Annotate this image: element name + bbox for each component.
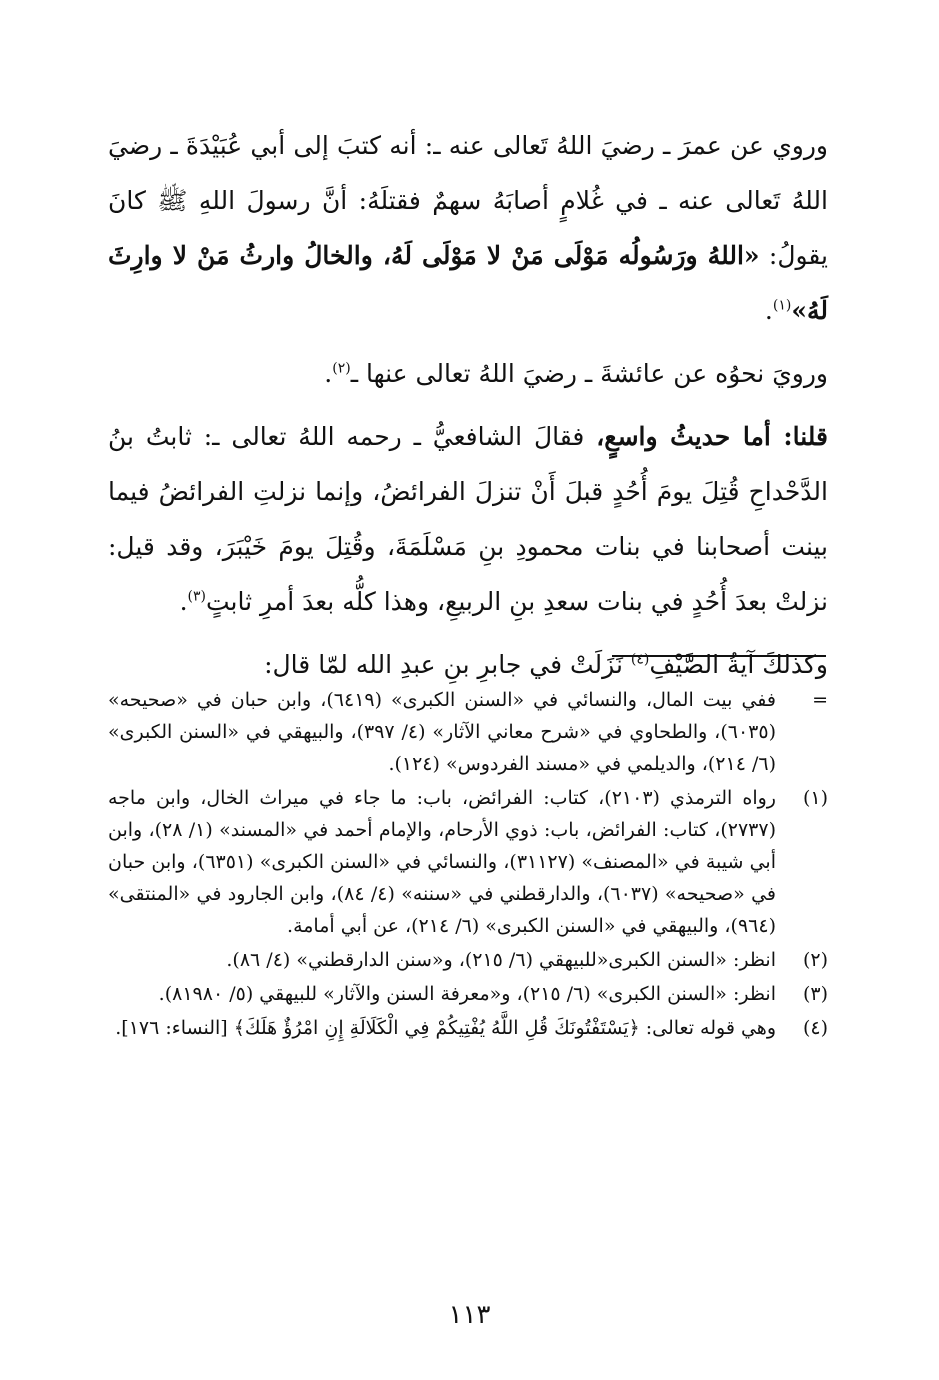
page-number: ١١٣	[448, 1300, 491, 1330]
footnote-ref-2[interactable]: (٢)	[332, 360, 351, 377]
paragraph-aisha-narration	[108, 346, 828, 401]
footnote-3	[108, 978, 828, 1010]
footnote-ref-1[interactable]: (١)	[772, 297, 792, 314]
footnote-number: (٤)	[802, 1017, 828, 1039]
hadith-quote: «اللهُ ورَسُولُه مَوْلَى مَنْ لا مَوْلَى لَهُ، والخالُ وارثُ مَنْ لا وارِثَ لَهُ»	[108, 241, 828, 325]
footnote-number: =	[812, 689, 828, 711]
paragraph-omar-narration	[108, 118, 828, 338]
footnote-separator	[612, 655, 826, 657]
footnote-text: وهي قوله تعالى: ﴿يَسْتَفْتُونَكَ قُلِ اللَّهُ يُفْتِيكُمْ فِي الْكَلَالَةِ إِنِ امْرُؤٌ هَلَكَ﴾ [النساء: ١٧٦].	[115, 1017, 776, 1039]
paragraph-text: وروي عن عمرَ ـ رضيَ اللهُ تَعالى عنه ـ: أنه كتبَ إلى أبي عُبَيْدَةَ ـ رضيَ اللهُ تَعالى عنه ـ في غُلامٍ أصابَهُ سهمٌ فقتلَهُ: أنَّ رسولَ اللهِ ﷺ كانَ يقولُ:	[108, 131, 828, 270]
footnote-text: رواه الترمذي (٢١٠٣)، كتاب: الفرائض، باب: ما جاء في ميراث الخال، وابن ماجه (٢٧٣٧)، كتاب: الفرائض، باب: ذوي الأرحام، والإمام أحمد في «المسند» (١/ ٢٨)، وابن أبي شيبة في «المصنف» (٣١١٢٧)، والنسائي في «السنن الكبرى» (٦٣٥١)، وابن حبان في «صحيحه» (٦٠٣٧)، والدارقطني في «سننه» (٤/ ٨٤)، وابن الجارود في «المنتقى» (٩٦٤)، والبيهقي في «السنن الكبرى» (٦/ ٢١٤)، عن أبي أمامة.	[108, 787, 777, 937]
footnote-number: (٢)	[802, 949, 828, 971]
paragraph-response	[108, 409, 828, 629]
footnote-continuation	[108, 684, 828, 780]
main-text	[108, 118, 828, 692]
footnote-number: (٣)	[802, 983, 828, 1005]
footnote-ref-4[interactable]: (٤)	[630, 651, 650, 668]
footnote-text: انظر: «السنن الكبرى» (٦/ ٢١٥)، و«معرفة السنن والآثار» للبيهقي (٥/ ٨١٩٨٠).	[158, 983, 776, 1005]
footnote-ref-3[interactable]: (٣)	[187, 588, 206, 605]
paragraph-text: ورويَ نحوُه عن عائشةَ ـ رضيَ اللهُ تعالى عنها ـ	[350, 359, 828, 388]
footnote-text: ففي بيت المال، والنسائي في «السنن الكبرى» (٦٤١٩)، وابن حبان في «صحيحه» (٦٠٣٥)، والطحاوي في «شرح معاني الآثار» (٤/ ٣٩٧)، والبيهقي في «السنن الكبرى» (٦/ ٢١٤)، والديلمي في «مسند الفردوس» (١٢٤).	[108, 689, 776, 775]
punct: .	[179, 587, 188, 616]
paragraph-text: وكذلكَ آيةُ الصَّيْفِ	[649, 650, 828, 679]
footnote-2	[108, 944, 828, 976]
footnote-number: (١)	[802, 787, 828, 809]
footnote-text: انظر: «السنن الكبرى«للبيهقي (٦/ ٢١٥)، و«سنن الدارقطني» (٤/ ٨٦).	[226, 949, 776, 971]
paragraph-lead: قلنا: أما حديثُ واسعٍ،	[596, 422, 829, 451]
paragraph-text: نَزَلَتْ في جابرِ بنِ عبدِ الله لمّا قال:	[264, 650, 623, 679]
punct: .	[764, 296, 773, 325]
footnote-1	[108, 782, 828, 942]
paragraph-text: فقالَ الشافعيُّ ـ رحمه اللهُ تعالى ـ: ثابتُ بنُ الدَّحْداحِ قُتِلَ يومَ أُحُدٍ قبلَ أَنْ تنزلَ الفرائضُ، وإنما نزلتِ الفرائضُ فيما بينت أصحابنا في بنات محمودِ بنِ مَسْلَمَةَ، وقُتِلَ يومَ خَيْبَرَ، وقد قيل: نزلتْ بعدَ أُحُدٍ في بنات سعدِ بنِ الربيعِ، وهذا كلُّه بعدَ أمرِ ثابتٍ	[108, 422, 828, 616]
punct: .	[324, 359, 333, 388]
footnotes	[108, 684, 828, 1046]
footnote-4	[108, 1012, 828, 1044]
